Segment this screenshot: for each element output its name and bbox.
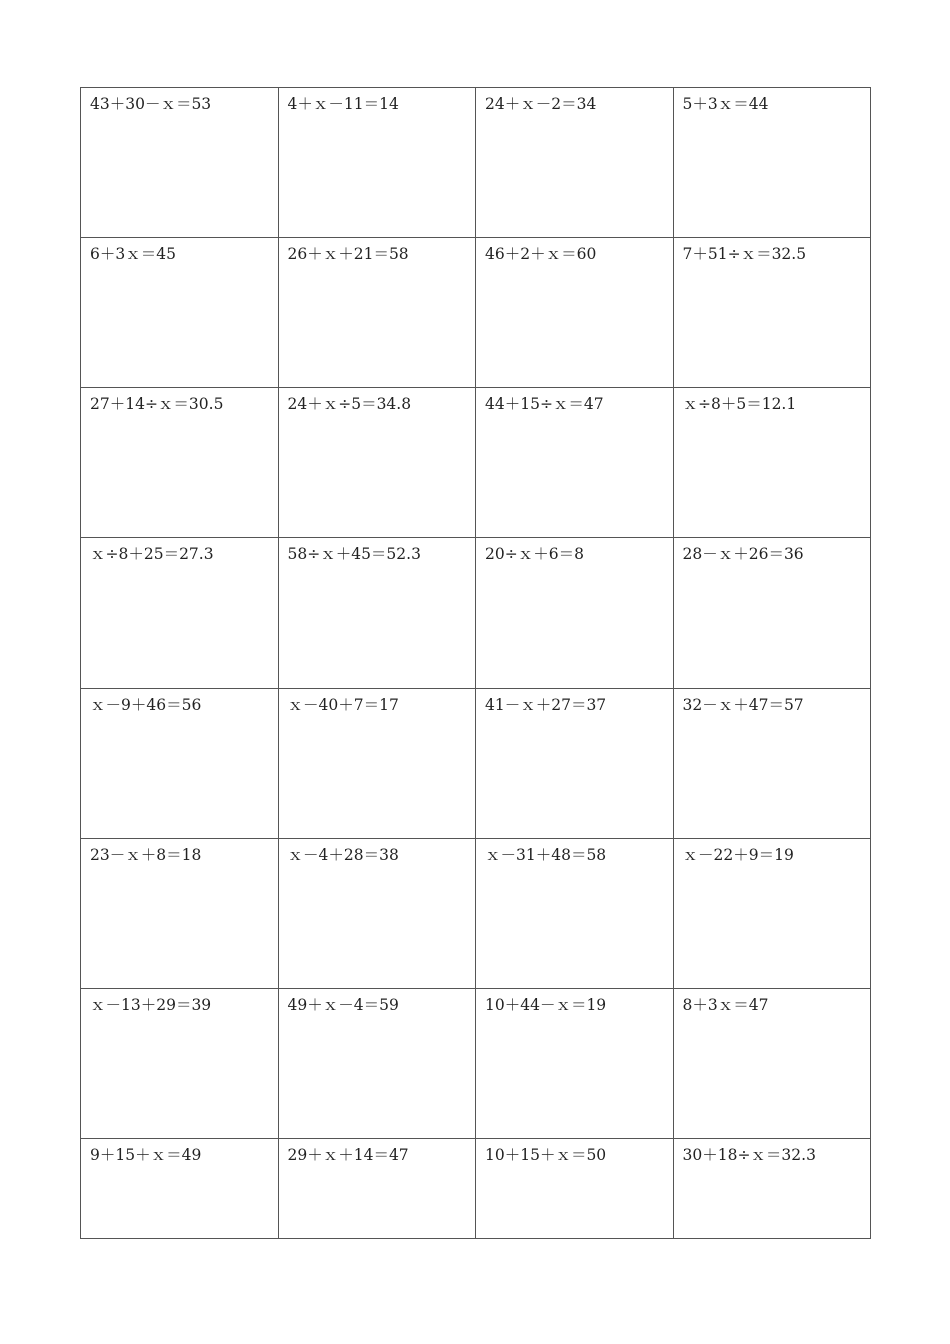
equation-worksheet-table [80, 87, 871, 1239]
equation-cell: 30＋18÷ｘ＝32.3 [673, 1138, 871, 1238]
equation-cell: 6＋3ｘ＝45 [81, 238, 279, 388]
equation-cell: 24＋ｘ－2＝34 [476, 88, 674, 238]
equation-cell: ｘ÷8＋25＝27.3 [81, 538, 279, 688]
equation-cell: 58÷ｘ＋45＝52.3 [278, 538, 476, 688]
equation-cell: ｘ－9＋46＝56 [81, 688, 279, 838]
equation-cell: 43＋30－ｘ＝53 [81, 88, 279, 238]
equation-cell: 20÷ｘ＋6＝8 [476, 538, 674, 688]
equation-cell: ｘ－31＋48＝58 [476, 838, 674, 988]
equation-cell: 46＋2＋ｘ＝60 [476, 238, 674, 388]
equation-cell: 28－ｘ＋26＝36 [673, 538, 871, 688]
equation-cell: ｘ－22＋9＝19 [673, 838, 871, 988]
equation-cell: 26＋ｘ＋21＝58 [278, 238, 476, 388]
equation-cell: 29＋ｘ＋14＝47 [278, 1138, 476, 1238]
equation-cell: 4＋ｘ－11＝14 [278, 88, 476, 238]
worksheet-row [81, 838, 871, 988]
equation-cell: 7＋51÷ｘ＝32.5 [673, 238, 871, 388]
equation-cell: 10＋44－ｘ＝19 [476, 988, 674, 1138]
worksheet-row [81, 88, 871, 238]
worksheet-row [81, 238, 871, 388]
equation-cell: 27＋14÷ｘ＝30.5 [81, 388, 279, 538]
equation-cell: 8＋3ｘ＝47 [673, 988, 871, 1138]
equation-cell: 49＋ｘ－4＝59 [278, 988, 476, 1138]
equation-cell: 23－ｘ＋8＝18 [81, 838, 279, 988]
equation-cell: 24＋ｘ÷5＝34.8 [278, 388, 476, 538]
equation-cell: 9＋15＋ｘ＝49 [81, 1138, 279, 1238]
equation-cell: 44＋15÷ｘ＝47 [476, 388, 674, 538]
worksheet-row [81, 688, 871, 838]
worksheet-row [81, 1138, 871, 1238]
equation-cell: 5＋3ｘ＝44 [673, 88, 871, 238]
worksheet-row [81, 388, 871, 538]
equation-cell: ｘ－4＋28＝38 [278, 838, 476, 988]
worksheet-row [81, 988, 871, 1138]
equation-cell: ｘ÷8＋5＝12.1 [673, 388, 871, 538]
equation-cell: 41－ｘ＋27＝37 [476, 688, 674, 838]
equation-cell: ｘ－40＋7＝17 [278, 688, 476, 838]
worksheet-row [81, 538, 871, 688]
equation-cell: ｘ－13＋29＝39 [81, 988, 279, 1138]
equation-cell: 10＋15＋ｘ＝50 [476, 1138, 674, 1238]
equation-cell: 32－ｘ＋47＝57 [673, 688, 871, 838]
